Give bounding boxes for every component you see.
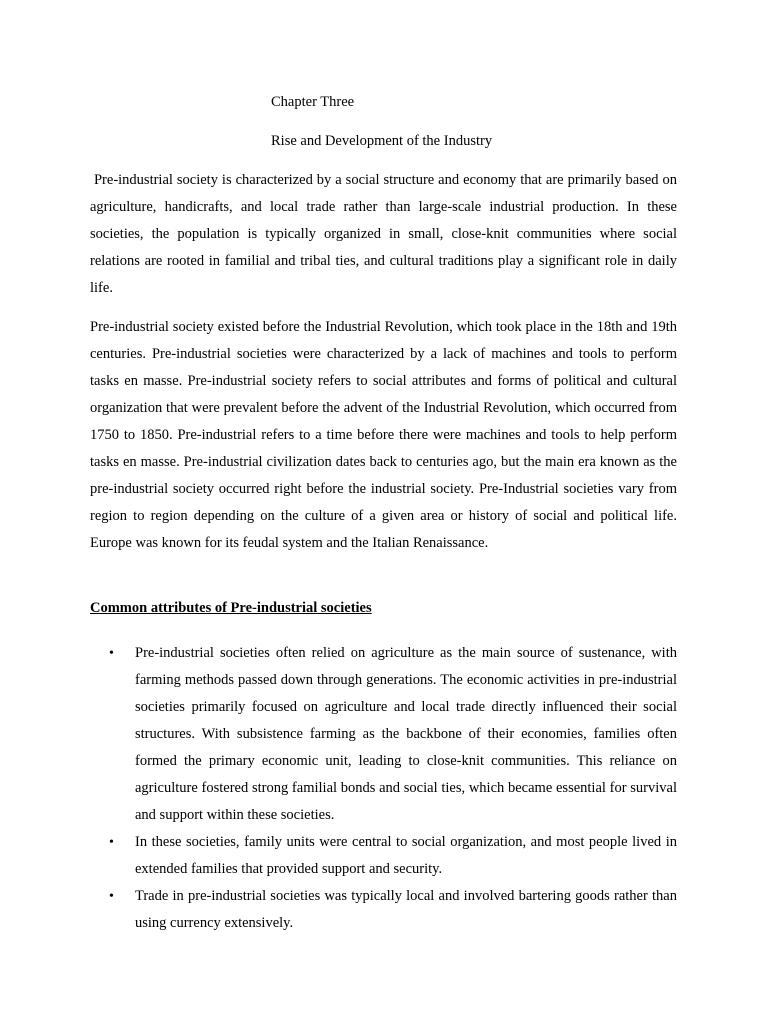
list-item-text: Trade in pre-industrial societies was typically local and involved bartering goods rather than using currency extensively. <box>135 888 677 931</box>
bullet-list <box>0 640 768 937</box>
list-item-text: In these societies, family units were central to social organization, and most people lived in extended families that provided support and security. <box>135 834 677 877</box>
bullet-icon: • <box>109 889 114 904</box>
chapter-subtitle: Rise and Development of the Industry <box>271 133 493 149</box>
paragraph: Pre-industrial society existed before the Industrial Revolution, which took place in the 18th and 19th centuries. Pre-industrial societies were characterized by a lack of machines and tools to perform tasks en masse. Pre-industrial society refers to social attributes and forms of political and cultural organization that were prevalent before the advent of the Industrial Revolution, which occurred from 1750 to 1850. Pre-industrial refers to a time before there were machines and tools to help perform tasks en masse. Pre-industrial civilization dates back to centuries ago, but the main era known as the pre-industrial society occurred right before the industrial society. Pre-Industrial societies vary from region to region depending on the culture of a given area or history of social and political life. Europe was known for its feudal system and the Italian Renaissance. <box>90 319 677 551</box>
chapter-heading: Chapter Three <box>271 94 355 110</box>
paragraph: Pre-industrial society is characterized by a social structure and economy that are primarily based on agriculture, handicrafts, and local trade rather than large-scale industrial production. In these societies, the population is typically organized in small, close-knit communities where social relations are rooted in familial and tribal ties, and cultural traditions play a significant role in daily life. <box>90 172 681 296</box>
list-item-text: Pre-industrial societies often relied on agriculture as the main source of sustenance, with farming methods passed down through generations. The economic activities in pre-industrial societies primarily focused on agriculture and local trade directly influenced their social structures. With subsistence farming as the backbone of their economies, families often formed the primary economic unit, leading to close-knit communities. This reliance on agriculture fostered strong familial bonds and social ties, which became essential for survival and support within these societies. <box>135 645 677 823</box>
list-item <box>0 883 768 937</box>
bullet-icon: • <box>109 835 114 850</box>
section-heading: Common attributes of Pre-industrial societies <box>90 600 372 616</box>
bullet-icon: • <box>109 646 114 661</box>
list-item <box>0 829 768 883</box>
list-item <box>0 640 768 829</box>
